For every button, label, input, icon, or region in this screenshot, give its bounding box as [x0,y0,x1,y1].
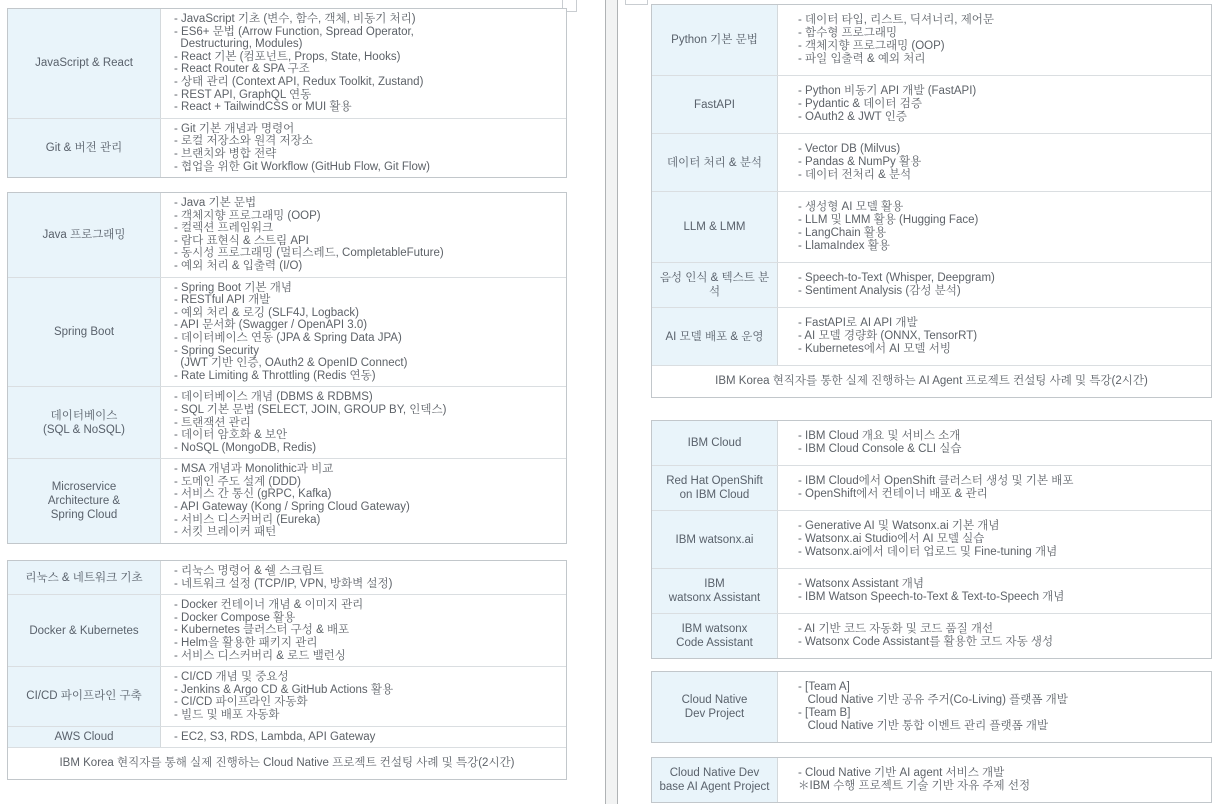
detail-line: - OAuth2 & JWT 인증 [798,111,907,123]
detail-line: - React 기본 (컴포넌트, Props, State, Hooks) [174,50,401,63]
topic-label: Microservice Architecture & Spring Cloud [8,459,161,543]
curriculum-row [8,386,566,458]
curriculum-row [652,5,1211,75]
topic-details [161,727,566,748]
detail-line: - Python 비동기 API 개발 (FastAPI) [798,85,977,97]
curriculum-row [652,262,1211,307]
detail-line: - API 문서화 (Swagger / OpenAPI 3.0) [174,319,368,332]
detail-line: - 파일 입출력 & 예외 처리 [798,53,926,65]
topic-details [778,5,1211,75]
detail-line: - 서비스 간 통신 (gRPC, Kafka) [174,488,332,501]
topic-label: 데이터베이스 (SQL & NoSQL) [8,387,161,458]
topic-details [161,561,566,594]
detail-line: - Generative AI 및 Watsonx.ai 기본 개념 [798,520,1000,532]
detail-line: - 객체지향 프로그래밍 (OOP) [798,40,945,52]
detail-line: - 협업을 위한 Git Workflow (GitHub Flow, Git Flow) [174,160,430,173]
detail-line: - JavaScript 기초 (변수, 함수, 객체, 비동기 처리) [174,13,416,25]
detail-line: - Watsonx.ai Studio에서 AI 모델 실습 [798,533,985,545]
detail-line: Cloud Native 기반 공유 주거(Co-Living) 플랫폼 개발 [798,694,1068,706]
detail-line: - ES6+ 문법 (Arrow Function, Spread Operator, [174,25,414,38]
detail-line: - MSA 개념과 Monolithic과 비교 [174,463,334,476]
topic-details [778,466,1211,510]
topic-details [161,667,566,725]
detail-line: - [Team B] [798,707,851,719]
curriculum-row [652,672,1211,742]
special-lecture-note: IBM Korea 현직자를 통한 실제 진행하는 AI Agent 프로젝트 컨설팅 사례 및 특강(2시간) [715,375,1148,387]
topic-label: Python 기본 문법 [652,5,778,75]
curriculum-row [8,9,566,118]
detail-line: ＊IBM 수행 프로젝트 기술 기반 자유 주제 선정 [798,780,1031,792]
detail-line: - 상태 관리 (Context API, Redux Toolkit, Zustand) [174,75,424,88]
detail-line: - 데이터 타입, 리스트, 딕셔너리, 제어문 [798,14,995,26]
special-note-row [8,747,566,779]
topic-details [778,569,1211,613]
detail-line: - CI/CD 파이프라인 자동화 [174,696,308,709]
detail-line: - 컬렉션 프레임워크 [174,222,274,235]
detail-line: - IBM Cloud 개요 및 서비스 소개 [798,430,961,442]
detail-line: - Rate Limiting & Throttling (Redis 연동) [174,369,376,382]
topic-details [161,119,566,177]
topic-label: Spring Boot [8,278,161,387]
topic-label: JavaScript & React [8,9,161,118]
detail-line: - IBM Cloud에서 OpenShift 클러스터 생성 및 기본 배포 [798,475,1074,487]
curriculum-row [652,75,1211,133]
topic-label: 리눅스 & 네트워크 기초 [8,561,161,594]
topic-label: AI 모델 배포 & 운영 [652,308,778,365]
detail-line: - AI 기반 코드 자동화 및 코드 품질 개선 [798,623,994,635]
detail-line: - 서비스 디스커버리 (Eureka) [174,513,321,526]
topic-details [778,308,1211,365]
detail-line: - LLM 및 LMM 활용 (Hugging Face) [798,214,979,226]
topic-details [778,672,1211,742]
curriculum-row [8,561,566,594]
curriculum-row [652,133,1211,191]
detail-line: - Watsonx.ai에서 데이터 업로드 및 Fine-tuning 개념 [798,546,1058,558]
topic-details [778,76,1211,133]
topic-label: Java 프로그래밍 [8,193,161,277]
detail-line: - 서킷 브레이커 패턴 [174,526,277,539]
detail-line: - EC2, S3, RDS, Lambda, API Gateway [174,730,376,743]
detail-line: - Java 기본 문법 [174,197,257,209]
detail-line: - 데이터베이스 연동 (JPA & Spring Data JPA) [174,331,402,344]
detail-line: - Docker 컨테이너 개념 & 이미지 관리 [174,599,364,612]
column-divider [605,0,618,804]
detail-line: - IBM Cloud Console & CLI 실습 [798,443,962,455]
curriculum-row [652,421,1211,465]
topic-details [161,595,566,666]
detail-line: - 동시성 프로그래밍 (멀티스레드, CompletableFuture) [174,247,444,260]
table-javascript-git [7,8,567,178]
curriculum-row [652,758,1211,802]
detail-line: - Jenkins & Argo CD & GitHub Actions 활용 [174,683,394,696]
topic-details [161,387,566,458]
topic-details [161,193,566,277]
table-ibm-cloud-watsonx [651,420,1212,659]
detail-line: - Spring Security [174,344,260,357]
special-note-row [652,365,1211,397]
detail-line: - 서비스 디스커버리 & 로드 밸런싱 [174,649,346,662]
detail-line: - LlamaIndex 활용 [798,240,890,252]
detail-line: - 네트워크 설정 (TCP/IP, VPN, 방화벽 설정) [174,577,393,590]
curriculum-row [8,193,566,277]
detail-line: - RESTful API 개발 [174,294,271,307]
topic-details [161,278,566,387]
table-java-spring-db-msa [7,192,567,544]
topic-label: Cloud Native Dev base AI Agent Project [652,758,778,802]
detail-line: - LangChain 활용 [798,227,887,239]
detail-line: - NoSQL (MongoDB, Redis) [174,441,317,454]
topic-details [778,614,1211,658]
detail-line: (JWT 기반 인증, OAuth2 & OpenID Connect) [174,357,408,370]
detail-line: - React Router & SPA 구조 [174,63,310,76]
detail-line: - 로컬 저장소와 원격 저장소 [174,135,313,148]
topic-label: IBM watsonx Assistant [652,569,778,613]
topic-details [778,758,1211,802]
detail-line: Cloud Native 기반 통합 이벤트 관리 플랫폼 개발 [798,720,1049,732]
topic-details [778,192,1211,262]
topic-label: 음성 인식 & 텍스트 분석 [652,263,778,307]
table-ai-agent-project [651,757,1212,803]
topic-label: IBM Cloud [652,421,778,465]
topic-label: IBM watsonx Code Assistant [652,614,778,658]
topic-label: Red Hat OpenShift on IBM Cloud [652,466,778,510]
curriculum-row [8,458,566,543]
curriculum-row [8,277,566,387]
topic-label: AWS Cloud [8,727,161,748]
topic-details [778,511,1211,568]
detail-line: - FastAPI로 AI API 개발 [798,317,918,329]
detail-line: - OpenShift에서 컨테이너 배포 & 관리 [798,488,988,500]
detail-line: - Pydantic & 데이터 검증 [798,98,922,110]
table-linux-docker-cicd-aws [7,560,567,780]
detail-line: - Spring Boot 기본 개념 [174,281,292,294]
detail-line: - API Gateway (Kong / Spring Cloud Gateway) [174,501,410,514]
detail-line: - 객체지향 프로그래밍 (OOP) [174,209,321,222]
detail-line: - Kubernetes 클러스터 구성 & 배포 [174,624,350,637]
detail-line: - Pandas & NumPy 활용 [798,156,922,168]
topic-label: Cloud Native Dev Project [652,672,778,742]
topic-label: Git & 버전 관리 [8,119,161,177]
detail-line: - Sentiment Analysis (감성 분석) [798,285,961,297]
special-lecture-note: IBM Korea 현직자를 통해 실제 진행하는 Cloud Native 프로젝트 컨설팅 사례 및 특강(2시간) [59,757,515,770]
topic-details [161,459,566,543]
detail-line: - Cloud Native 기반 AI agent 서비스 개발 [798,767,1005,779]
curriculum-row [652,613,1211,658]
detail-line: - IBM Watson Speech-to-Text & Text-to-Speech 개념 [798,591,1065,603]
curriculum-row [8,726,566,748]
curriculum-row [8,594,566,666]
curriculum-row [652,191,1211,262]
detail-line: - 예외 처리 & 로깅 (SLF4J, Logback) [174,306,359,319]
topic-details [778,421,1211,465]
topic-details [778,134,1211,191]
table-python-ai [651,4,1212,398]
detail-line: - 브랜치와 병합 전략 [174,147,277,160]
detail-line: Destructuring, Modules) [174,38,303,51]
detail-line: - 람다 표현식 & 스트림 API [174,234,309,247]
detail-line: - Helm을 활용한 패키지 관리 [174,636,318,649]
detail-line: - REST API, GraphQL 연동 [174,88,312,101]
detail-line: - 데이터베이스 개념 (DBMS & RDBMS) [174,391,373,404]
detail-line: - Watsonx Assistant 개념 [798,578,924,590]
detail-line: - 함수형 프로그래밍 [798,27,898,39]
detail-line: - Kubernetes에서 AI 모델 서빙 [798,343,951,355]
detail-line: - 데이터 암호화 & 보안 [174,429,288,442]
detail-line: - AI 모델 경량화 (ONNX, TensorRT) [798,330,978,342]
topic-label: CI/CD 파이프라인 구축 [8,667,161,725]
detail-line: - 트랜잭션 관리 [174,416,251,429]
detail-line: - Docker Compose 활용 [174,611,296,624]
topic-details [161,9,566,118]
curriculum-row [652,307,1211,365]
topic-label: 데이터 처리 & 분석 [652,134,778,191]
detail-line: - CI/CD 개념 및 중요성 [174,671,289,684]
table-cloud-native-dev-project [651,671,1212,743]
detail-line: - Speech-to-Text (Whisper, Deepgram) [798,272,995,284]
detail-line: - 예외 처리 & 입출력 (I/O) [174,259,303,272]
detail-line: - 데이터 전처리 & 분석 [798,169,912,181]
topic-label: Docker & Kubernetes [8,595,161,666]
detail-line: - Watsonx Code Assistant를 활용한 코드 자동 생성 [798,636,1054,648]
topic-label: LLM & LMM [652,192,778,262]
topic-details [778,263,1211,307]
topic-label: FastAPI [652,76,778,133]
topic-label: IBM watsonx.ai [652,511,778,568]
detail-line: - Vector DB (Milvus) [798,143,901,155]
detail-line: - [Team A] [798,681,850,693]
detail-line: - 빌드 및 배포 자동화 [174,708,280,721]
detail-line: - SQL 기본 문법 (SELECT, JOIN, GROUP BY, 인덱스) [174,403,447,416]
cropped-cell-fragment [625,0,648,5]
curriculum-row [652,465,1211,510]
detail-line: - 리눅스 명령어 & 쉘 스크립트 [174,565,324,577]
detail-line: - Git 기본 개념과 명령어 [174,122,295,135]
detail-line: - React + TailwindCSS or MUI 활용 [174,101,352,114]
detail-line: - 생성형 AI 모델 활용 [798,201,904,213]
curriculum-row [8,118,566,177]
curriculum-row [652,510,1211,568]
detail-line: - 도메인 주도 설계 (DDD) [174,475,301,488]
curriculum-row [652,568,1211,613]
curriculum-row [8,666,566,725]
